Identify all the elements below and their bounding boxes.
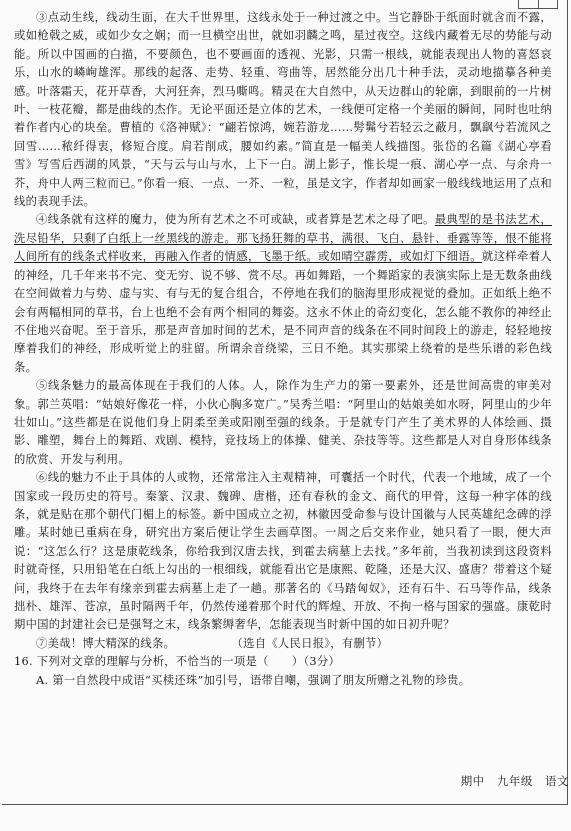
score-box xyxy=(518,0,558,9)
article-source: （选自《人民日报》，有删节） xyxy=(237,636,389,650)
paragraph-4 xyxy=(14,211,552,377)
paragraph-4-intro: ④线条就有这样的魔力，使为所有艺术之不可或缺，或者算是艺术之母了吧。 xyxy=(36,213,435,227)
page-footer xyxy=(453,773,569,789)
article-body xyxy=(14,9,552,690)
paragraph-6: ⑥线的魅力不止于具体的人或物，还常常注入主观精神，可囊括一个时代，代表一个地域，成了一个国家或一段历史的符号。秦篆、汉隶、魏碑、唐楷，还有春秋的金文、商代的甲骨，这每一种字体的线条，就是贴在那个朝代门楣上的标签。新中国成立之初，林徽因受命参与设计国徽与人民英雄纪念碑的浮雕。某时她已重病在身，研究出方案后便让学生去画草图。一周之后交来作业，她只看了一眼，便大声说：“这怎么行？这是康乾线条，你给我到汉唐去找，到霍去病墓上去找。”多年前，当我初读到这段资料时就奇怪，只用铅笔在白纸上勾出的一根细线，就能看出它是康熙、乾隆，还是大汉、盛唐？带着这个疑问，我终于在去年有缘亲到霍去病墓上走了一趟。那著名的《马踏匈奴》，还有石牛、石马等作品，线条拙朴、雄浑、苍凉，虽时隔两千年，仍然传递着那个时代的辉煌、开放、不拘一格与国家的强盛。康乾时期中国的封建社会已是强弩之末，线条繁缛奢华，怎能表现当时新中国的如日初升呢？ xyxy=(14,471,552,632)
paragraph-7 xyxy=(14,635,552,653)
footer-subject: 语文 xyxy=(545,774,569,788)
paragraph-7-text: ⑦美哉！博大精深的线条。 xyxy=(36,636,176,650)
paragraph-4-rest: 就这样牵着人的神经，几千年来书不完、变无穷、说不够、赏不尽。再如舞蹈，一个舞蹈家的表演实际上是无数条曲线在空间做着力与势、虚与实、有与无的复合组合，不停地在我们的脑海里形成视觉的叠加。正如纸上绝不会有两幅相同的草书，台上也绝不会有两个相同的舞姿。这永不休止的奇幻变化，怎么能不教你的神经止不住地兴奋呢。至于音乐，那是声音加时间的艺术，是不同声音的线条在不同时间段上的游走，轻轻地按摩着我们的神经，形成听觉上的驻留。所谓余音绕梁，三日不绝。其实那梁上绕着的是些乐谱的彩色线条。 xyxy=(14,250,552,374)
footer-term: 期中 xyxy=(460,774,485,788)
paragraph-3: ③点动生线，线动生面，在大千世界里，这线永处于一种过渡之中。当它静卧于纸面时就含而不露，或如枪戟之威，或如少女之娴；而一旦横空出世，就如羽麟之鸣，星过夜空。这线内藏着无尽的势能与动能。所以中国画的白描，不要颜色，也不要画面的透视、光影，只需一根线，就能表现出人物的喜怒哀乐，山水的嶙峋雄浑。那线的起落、走势、轻重、弯曲等，居然能分出几十种手法，灵动地描摹各种美感。叶落霜天，花开草香，大河狂奔，烈马嘶鸣。精灵在大自然中，从天边群山的轮廓，到眼前的一片树叶、一枝花瓣，都是曲线的杰作。无论平面还是立体的艺术，一线便可定格一个美丽的瞬间，同时也吐纳着作者内心的块垒。曹植的《洛神赋》：“翩若惊鸿，婉若游龙……髣髴兮若轻云之蔽月，飘飖兮若流风之回雪……秾纤得衷，修短合度。肩若削成，腰如约素。”简直是一幅美人线描图。张岱的名篇《湖心亭看雪》写雪后西湖的风景，“天与云与山与水，上下一白。湖上影子，惟长堤一痕、湖心亭一点、与余舟一芥，舟中人两三粒而已。”你看一痕、一点、一芥、一粒，虽是文字，作者却如画家一般线线地运用了点和线的表现手法。 xyxy=(14,11,552,209)
paragraph-5: ⑤线条魅力的最高体现在于我们的人体。人，除作为生产力的第一要素外，还是世间高贵的审美对象。郭兰英唱：“姑娘好像花一样，小伙心胸多宽广。”吴秀兰唱：“阿里山的姑娘美如水呀，阿里山的少年壮如山。”这些都是在说他们身上阴柔至美或阳刚至强的线条。于是就专门产生了美术界的人体绘画、摄影、雕塑，舞台上的舞蹈、戏剧、模特，竞技场上的体操、健美、杂技等等。这些都是人对自身形体线条的欣赏、开发与利用。 xyxy=(14,379,552,466)
paragraph-4-underlined: 最典型的是书法艺术，洗尽铅华，只剩了白纸上一丝黑线的游走。那飞扬狂舞的草书，满很、飞白、悬针、垂露等等，恨不能将人间所有的线条式样收来，再融入作者的情感，飞墨于纸。或如晴空霹雳，或如灯下细语。 xyxy=(14,213,552,264)
footer-grade: 九年级 xyxy=(496,774,533,788)
question-16: 16. 下列对文章的理解与分析，不恰当的一项是（ ）（3分） xyxy=(14,655,341,669)
choice-a: A. 第一自然段中成语“买椟还珠”加引号，语带自嘲，强调了朋友所赠之礼物的珍贵。 xyxy=(36,673,471,687)
